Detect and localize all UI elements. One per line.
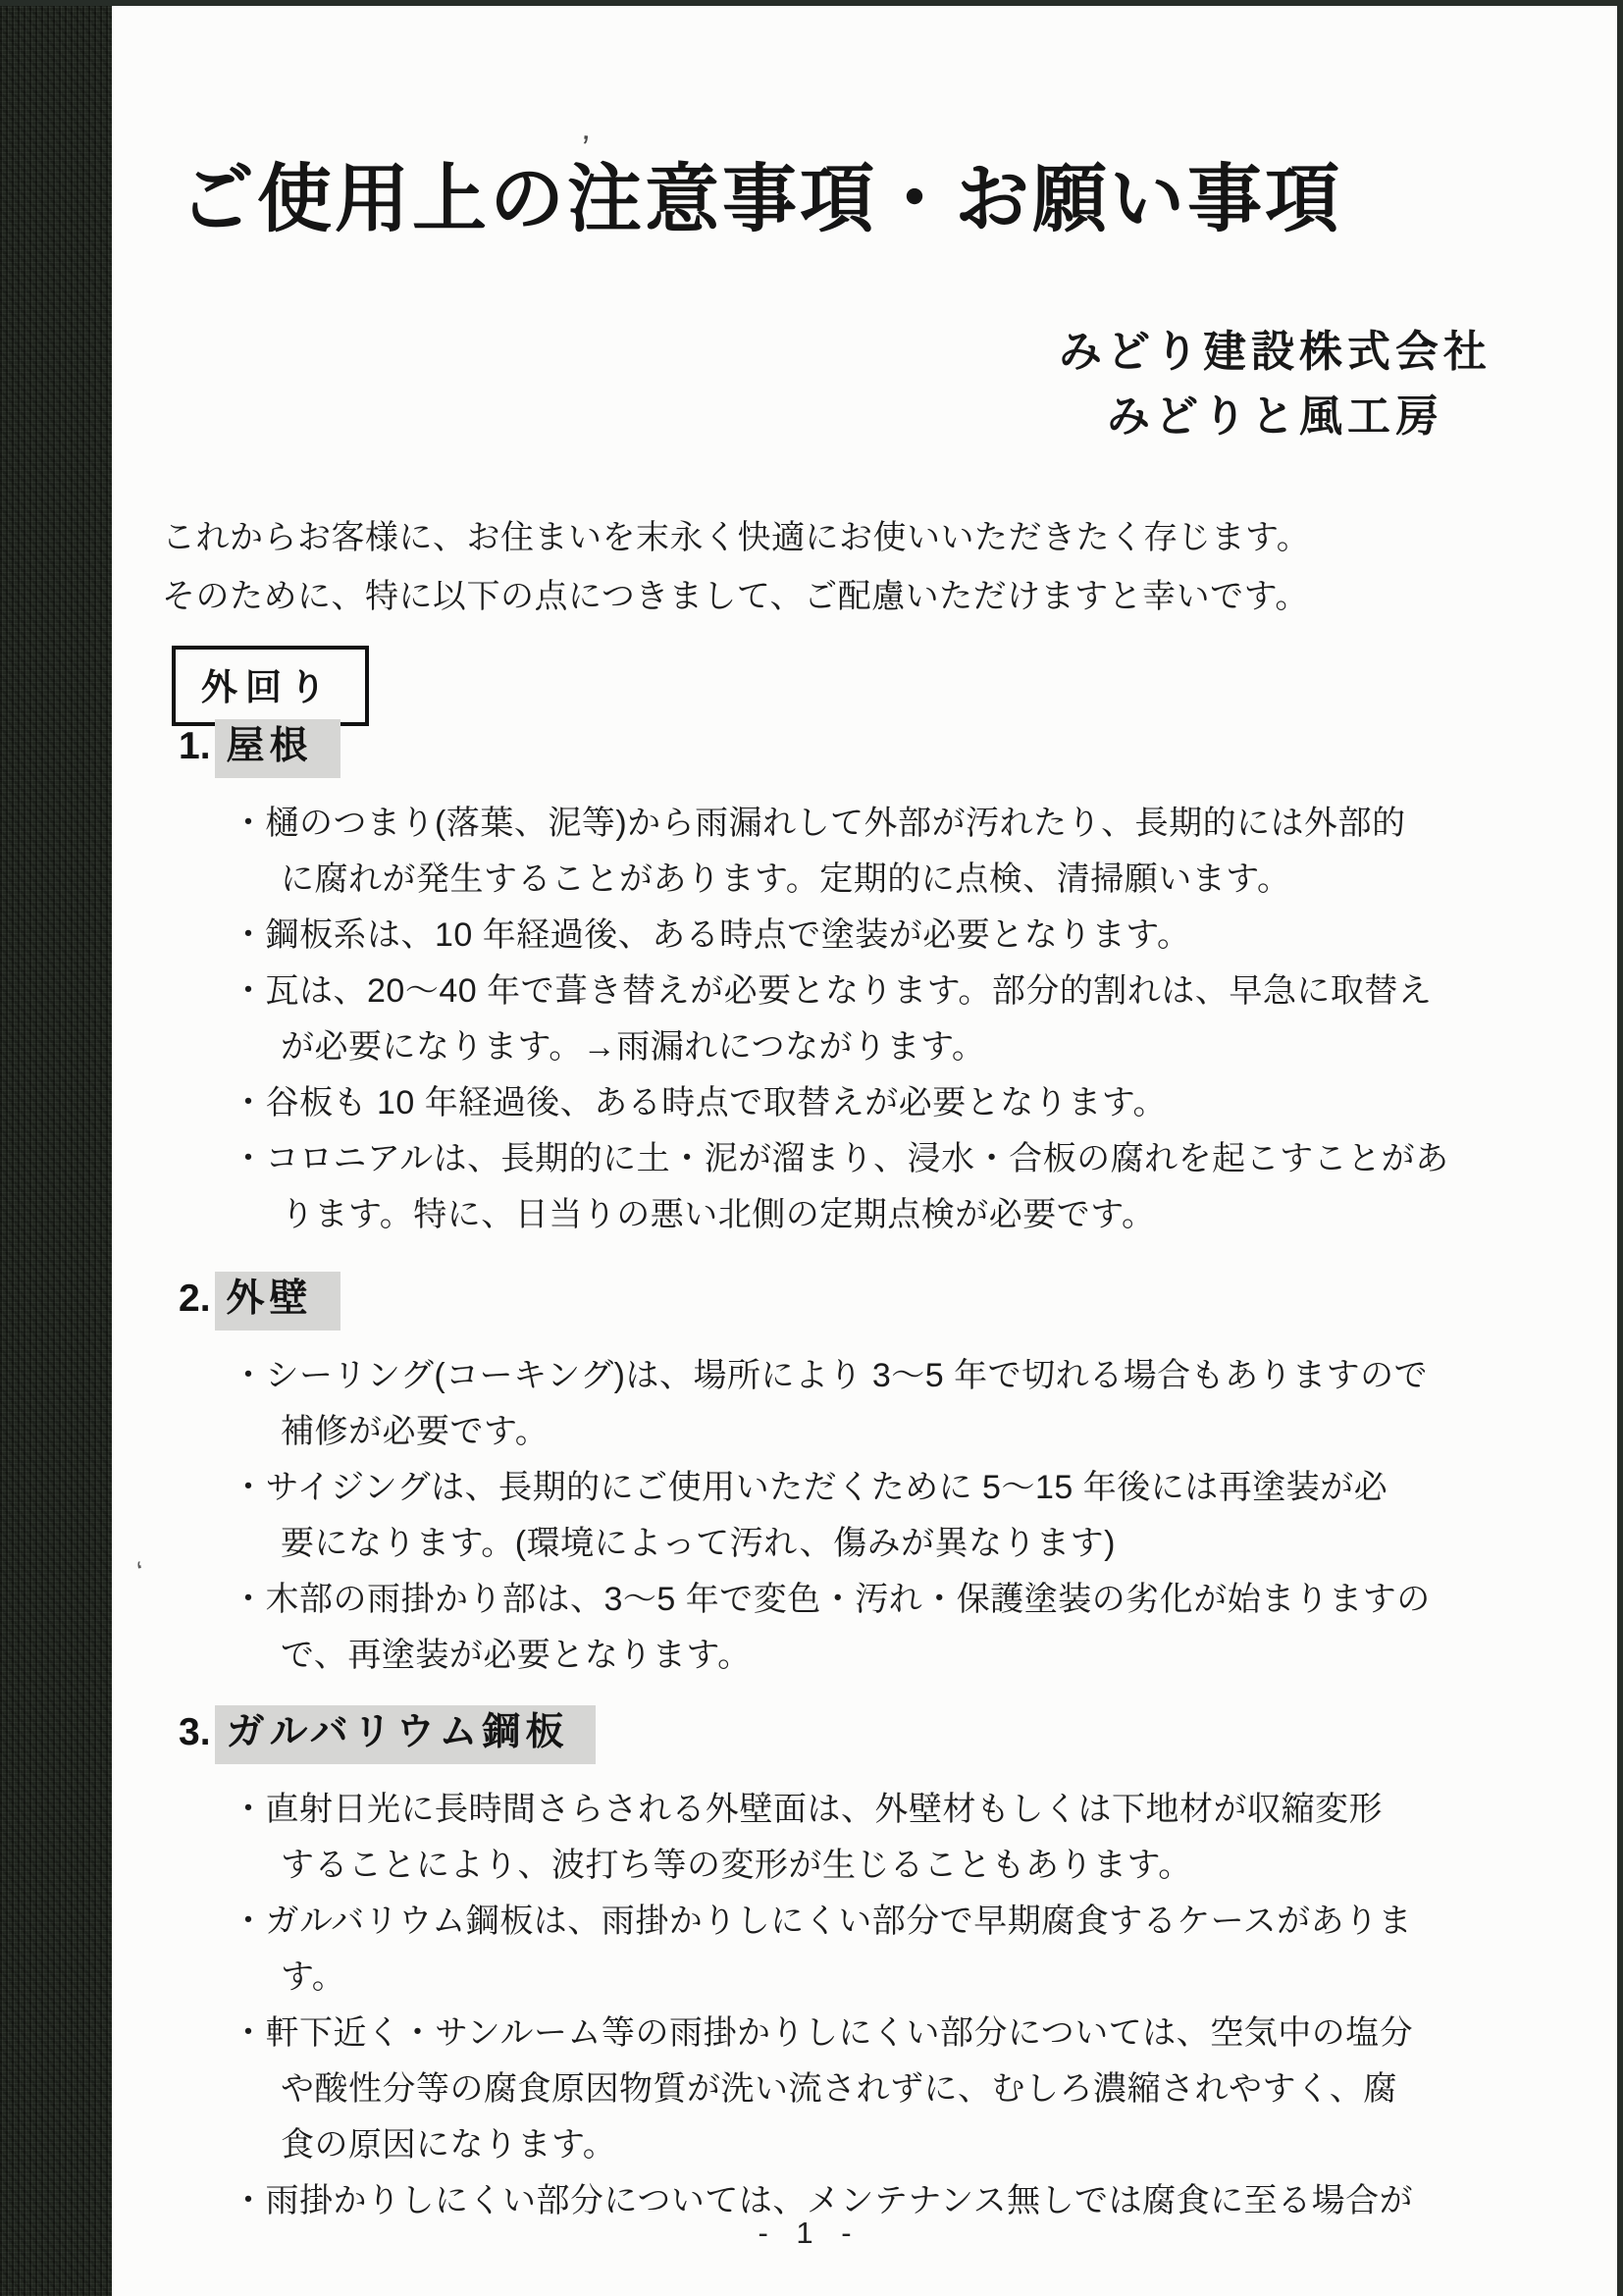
intro-paragraph (162, 508, 1310, 626)
scan-edge-top (0, 0, 1623, 6)
section-header (179, 1705, 1554, 1764)
bullet-line: ・直射日光に長時間さらされる外壁面は、外壁材もしくは下地材が収縮変形 (232, 1791, 1383, 1828)
bullet-line: ・谷板も 10 年経過後、ある時点で取替えが必要となります。 (232, 1084, 1167, 1122)
intro-line: これからお客様に、お住まいを末永く快適にお使いいただきたく存じます。 (162, 519, 1311, 556)
section-header (179, 1272, 1554, 1331)
document-title: ご使用上の注意事項・お願い事項 (180, 158, 1342, 241)
bullet-line-cont: や酸性分等の腐食原因物質が洗い流されずに、むしろ濃縮されやすく、腐 (281, 2070, 1397, 2108)
bullet-line-cont: 補修が必要です。 (281, 1413, 550, 1450)
intro-line: そのために、特に以下の点につきまして、ご配慮いただけますと幸いです。 (162, 578, 1309, 615)
bullet-line: ・軒下近く・サンルーム等の雨掛かりしにくい部分については、空気中の塩分 (232, 2014, 1414, 2052)
bullet-line: ・シーリング(コーキング)は、場所により 3〜5 年で切れる場合もありますので (232, 1357, 1429, 1394)
scan-edge-right (1617, 0, 1623, 2296)
bullet-line: ・樋のつまり(落葉、泥等)から雨漏れして外部が汚れたり、長期的には外部的 (232, 805, 1406, 842)
scan-speck-mark: ’ (578, 127, 592, 169)
section-galvalume-steel (179, 1705, 1554, 2229)
bullet-line: ・ガルバリウム鋼板は、雨掛かりしにくい部分で早期腐食するケースがありま (232, 1903, 1413, 1940)
bullet-line: ・鋼板系は、10 年経過後、ある時点で塗装が必要となります。 (232, 916, 1191, 954)
section-outer-wall (179, 1272, 1554, 1684)
bullet-line: ・サイジングは、長期的にご使用いただくために 5〜15 年後には再塗装が必 (232, 1469, 1388, 1506)
company-division: みどりと風工房 (1107, 392, 1443, 441)
company-name: みどり建設株式会社 (1059, 328, 1492, 376)
section-roof (179, 719, 1554, 1243)
bullet-line-cont: 要になります。(環境によって汚れ、傷みが異なります) (281, 1525, 1116, 1562)
bullet-line-cont: 食の原因になります。 (281, 2126, 617, 2164)
page-number: - 1 - (758, 2216, 862, 2250)
company-name-block (1059, 320, 1492, 449)
section-label: 屋根 (215, 719, 340, 778)
bullet-line-cont: で、再塗装が必要となります。 (281, 1637, 752, 1674)
bullet-line: ・瓦は、20〜40 年で葺き替えが必要となります。部分的割れは、早急に取替え (232, 972, 1433, 1010)
section-bullets (179, 796, 1554, 1243)
section-number: 1. (179, 725, 211, 767)
section-number: 3. (179, 1711, 211, 1753)
section-bullets (179, 1782, 1554, 2229)
category-box-exterior: 外回り (172, 646, 369, 726)
bullet-line-cont: することにより、波打ち等の変形が生じることもあります。 (281, 1847, 1192, 1884)
bullet-line: ・雨掛かりしにくい部分については、メンテナンス無しでは腐食に至る場合が (232, 2182, 1414, 2219)
section-number: 2. (179, 1278, 211, 1320)
section-header (179, 719, 1554, 778)
section-label: ガルバリウム鋼板 (215, 1705, 597, 1764)
binder-spine-strip (0, 0, 112, 2296)
section-bullets (179, 1348, 1554, 1684)
scan-speck-mark: ‘ (134, 1555, 147, 1590)
bullet-line-cont: ります。特に、日当りの悪い北側の定期点検が必要です。 (281, 1196, 1156, 1233)
bullet-line-cont: に腐れが発生することがあります。定期的に点検、清掃願います。 (281, 861, 1291, 898)
bullet-line: ・コロニアルは、長期的に土・泥が溜まり、浸水・合板の腐れを起こすことがあ (232, 1140, 1449, 1177)
bullet-line-cont: す。 (281, 1958, 346, 1996)
bullet-line-cont: が必要になります。→雨漏れにつながります。 (281, 1028, 986, 1066)
section-label: 外壁 (215, 1272, 340, 1331)
bullet-line: ・木部の雨掛かり部は、3〜5 年で変色・汚れ・保護塗装の劣化が始まりますの (232, 1581, 1431, 1618)
